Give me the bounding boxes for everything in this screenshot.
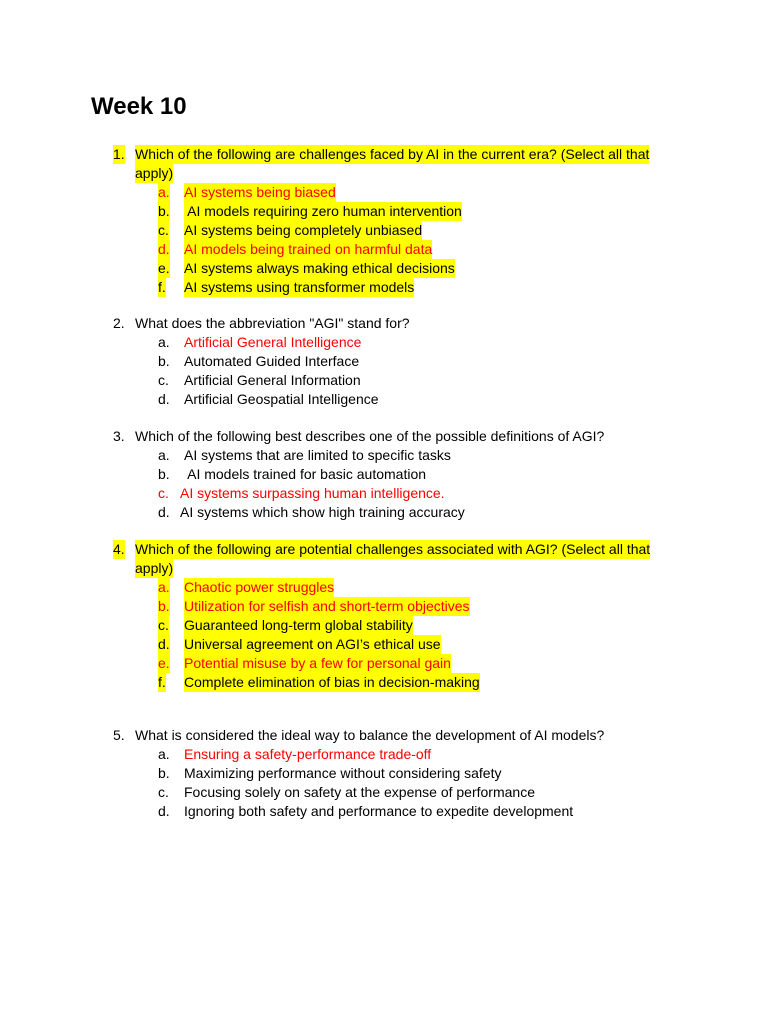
option-text: Artificial General Intelligence (184, 334, 362, 350)
option-letter: b. (158, 598, 170, 614)
question-text-continued: apply) (135, 560, 174, 576)
option-a (0, 183, 768, 202)
option-d (0, 635, 768, 654)
option-text: Maximizing performance without considering safety (184, 765, 502, 781)
option-letter: b. (158, 765, 170, 781)
option-text: Automated Guided Interface (184, 353, 360, 369)
option-f (0, 278, 768, 297)
option-a (0, 578, 768, 597)
option-letter: d. (158, 504, 170, 520)
option-e (0, 259, 768, 278)
option-text: AI systems always making ethical decisions (184, 260, 455, 276)
option-d (0, 802, 768, 821)
option-letter: b. (158, 466, 170, 482)
question-number: 2. (113, 315, 125, 331)
option-c (0, 783, 768, 802)
option-a (0, 745, 768, 764)
question-1 (0, 145, 768, 297)
option-text: Artificial Geospatial Intelligence (184, 391, 379, 407)
question-2 (0, 314, 768, 409)
option-text: Universal agreement on AGI’s ethical use (184, 636, 441, 652)
option-a (0, 333, 768, 352)
option-text: Ignoring both safety and performance to expedite development (184, 803, 574, 819)
option-text: Focusing solely on safety at the expense of performance (184, 784, 535, 800)
option-c (0, 484, 768, 503)
option-letter: a. (158, 334, 170, 350)
option-letter: d. (158, 391, 170, 407)
option-text: AI systems that are limited to specific tasks (184, 447, 451, 463)
option-text: AI systems being biased (184, 184, 336, 200)
question-4 (0, 540, 768, 692)
option-d (0, 503, 768, 522)
option-c (0, 371, 768, 390)
question-number: 1. (113, 146, 125, 162)
option-c (0, 616, 768, 635)
question-number: 5. (113, 727, 125, 743)
option-text: Utilization for selfish and short-term objectives (184, 598, 470, 614)
page-title: Week 10 (91, 93, 187, 120)
option-text: AI systems being completely unbiased (184, 222, 423, 238)
option-letter: d. (158, 636, 170, 652)
option-text: AI systems which show high training accuracy (180, 504, 465, 520)
option-letter: b. (158, 353, 170, 369)
option-text: Ensuring a safety-performance trade-off (184, 746, 432, 762)
option-b (0, 352, 768, 371)
option-letter: a. (158, 579, 170, 595)
option-letter: a. (158, 447, 170, 463)
option-letter: c. (158, 372, 169, 388)
question-text: What is considered the ideal way to balance the development of AI models? (135, 727, 605, 743)
option-d (0, 240, 768, 259)
option-letter: c. (158, 784, 169, 800)
question-text: Which of the following are challenges faced by AI in the current era? (Select all that (135, 146, 650, 162)
option-text: AI systems using transformer models (184, 279, 415, 295)
option-b (0, 597, 768, 616)
option-letter: c. (158, 617, 169, 633)
option-letter: c. (158, 485, 169, 501)
option-b (0, 465, 768, 484)
option-letter: f. (158, 674, 166, 690)
option-text: Complete elimination of bias in decision-making (184, 674, 480, 690)
question-number: 4. (113, 541, 125, 557)
option-text: Chaotic power struggles (184, 579, 335, 595)
option-text: AI models being trained on harmful data (184, 241, 433, 257)
option-e (0, 654, 768, 673)
option-letter: b. (158, 203, 170, 219)
question-number: 3. (113, 428, 125, 444)
question-5 (0, 726, 768, 821)
option-letter: d. (158, 241, 170, 257)
option-f (0, 673, 768, 692)
option-text: Potential misuse by a few for personal gain (184, 655, 451, 671)
option-letter: e. (158, 655, 170, 671)
option-letter: a. (158, 184, 170, 200)
question-text: What does the abbreviation "AGI" stand for? (135, 315, 410, 331)
question-text: Which of the following best describes one of the possible definitions of AGI? (135, 428, 605, 444)
question-text: Which of the following are potential challenges associated with AGI? (Select all that (135, 541, 651, 557)
option-letter: e. (158, 260, 170, 276)
option-letter: f. (158, 279, 166, 295)
option-text: AI systems surpassing human intelligence. (180, 485, 445, 501)
option-text: Guaranteed long-term global stability (184, 617, 413, 633)
question-3 (0, 427, 768, 522)
option-letter: d. (158, 803, 170, 819)
option-text: Artificial General Information (184, 372, 361, 388)
question-text-continued: apply) (135, 165, 174, 181)
option-text: AI models trained for basic automation (184, 466, 427, 482)
option-letter: a. (158, 746, 170, 762)
option-b (0, 764, 768, 783)
option-a (0, 446, 768, 465)
option-text: AI models requiring zero human intervention (184, 203, 462, 219)
option-d (0, 390, 768, 409)
option-letter: c. (158, 222, 169, 238)
option-c (0, 221, 768, 240)
option-b (0, 202, 768, 221)
